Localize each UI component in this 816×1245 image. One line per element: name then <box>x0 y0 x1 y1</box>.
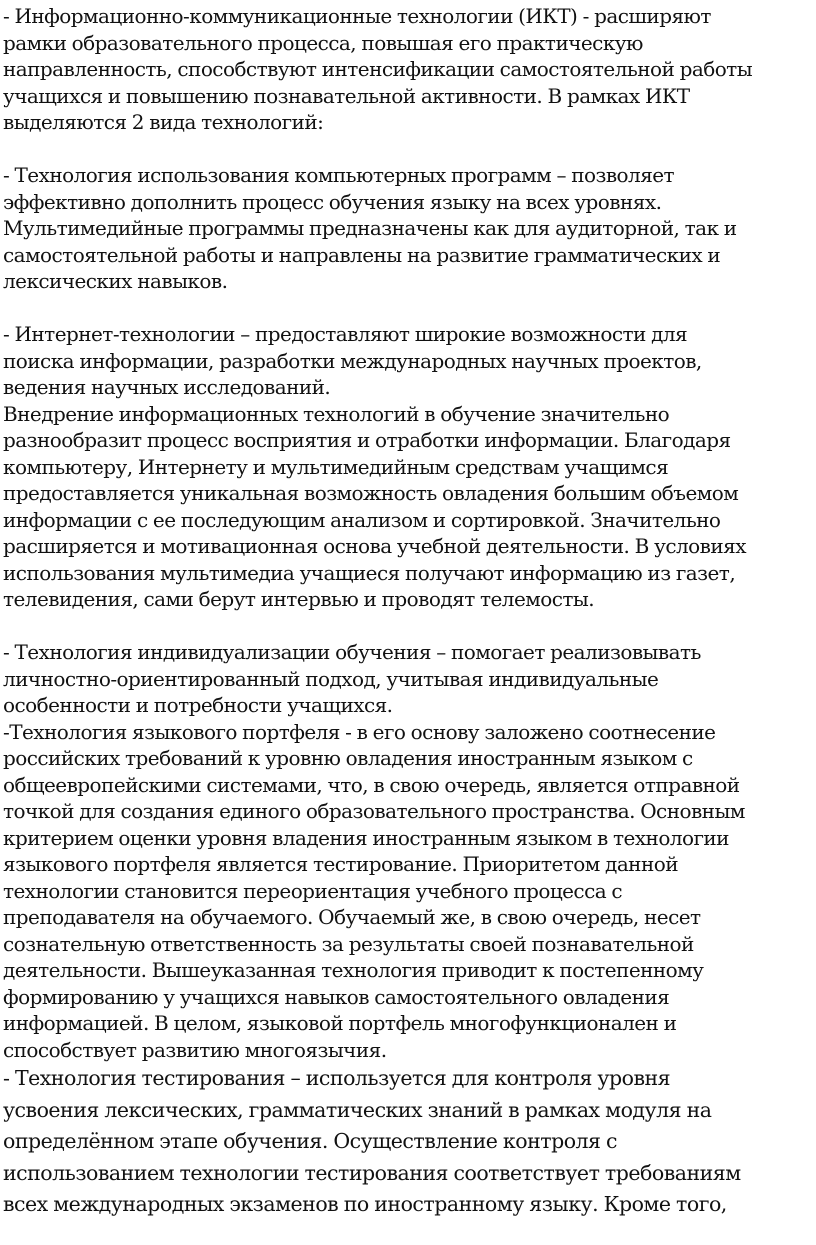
text-line: лексических навыков. <box>3 269 228 293</box>
text-line: преподавателя на обучаемого. Обучаемый же, в свою очередь, несет <box>3 905 701 929</box>
text-line: информацией. В целом, языковой портфель многофункционален и <box>3 1011 677 1035</box>
text-line: формированию у учащихся навыков самостоятельного овладения <box>3 984 670 1009</box>
paragraph-spacer <box>3 136 815 163</box>
text-line: сознательную ответственность за результаты своей познавательной <box>3 931 694 956</box>
text-line: российских требований к уровню овладения иностранным языком с <box>3 746 693 770</box>
text-line: предоставляется уникальная возможность овладения большим объемом <box>3 481 739 505</box>
text-line: способствует развитию многоязычия. <box>3 1037 387 1062</box>
paragraph-individualization-portfolio <box>3 639 815 1063</box>
text-line: эффективно дополнить процесс обучения языку на всех уровнях. <box>3 189 662 214</box>
text-line: личностно-ориентированный подход, учитывая индивидуальные <box>3 666 659 691</box>
paragraph-internet-technologies <box>3 321 815 613</box>
paragraph-testing-technology <box>3 1063 815 1221</box>
text-line: компьютеру, Интернету и мультимедийным средствам учащимся <box>3 454 669 479</box>
text-line: ведения научных исследований. <box>3 375 331 399</box>
text-line: Внедрение информационных технологий в обучение значительно <box>3 401 670 426</box>
document-page <box>3 3 815 1221</box>
text-line: учащихся и повышению познавательной активности. В рамках ИКТ <box>3 83 690 108</box>
text-line: общеевропейскими системами, что, в свою очередь, является отправной <box>3 772 740 797</box>
text-line: информации с ее последующим анализом и сортировкой. Значительно <box>3 507 721 532</box>
text-line: - Технология использования компьютерных программ – позволяет <box>3 163 675 187</box>
text-line: - Технология индивидуализации обучения – помогает реализовывать <box>3 640 701 664</box>
text-line: - Технология тестирования – используется для контроля уровня <box>3 1066 671 1090</box>
text-line: усвоения лексических, грамматических знаний в рамках модуля на <box>3 1097 712 1122</box>
text-line: телевидения, сами берут интервью и проводят телемосты. <box>3 587 595 611</box>
text-line: Мультимедийные программы предназначены как для аудиторной, так и <box>3 216 737 240</box>
text-line: точкой для создания единого образовательного пространства. Основным <box>3 799 745 823</box>
text-line: всех международных экзаменов по иностранному языку. Кроме того, <box>3 1192 727 1216</box>
text-line: разнообразит процесс восприятия и отработки информации. Благодаря <box>3 428 731 452</box>
text-line: технологии становится переориентация учебного процесса с <box>3 878 623 903</box>
paragraph-ict-intro <box>3 3 815 136</box>
text-line: самостоятельной работы и направлены на развитие грамматических и <box>3 242 721 267</box>
text-line: выделяются 2 вида технологий: <box>3 110 324 134</box>
text-line: - Интернет-технологии – предоставляют широкие возможности для <box>3 322 688 346</box>
paragraph-computer-programs <box>3 162 815 295</box>
text-line: использованием технологии тестирования соответствует требованиям <box>3 1160 741 1185</box>
text-line: языкового портфеля является тестирование. Приоритетом данной <box>3 852 679 876</box>
paragraph-spacer <box>3 613 815 640</box>
text-line: рамки образовательного процесса, повышая его практическую <box>3 30 643 55</box>
text-line: расширяется и мотивационная основа учебной деятельности. В условиях <box>3 534 746 558</box>
text-line: определённом этапе обучения. Осуществление контроля с <box>3 1129 617 1153</box>
text-line: деятельности. Вышеуказанная технология приводит к постепенному <box>3 958 704 982</box>
text-line: направленность, способствуют интенсификации самостоятельной работы <box>3 57 753 81</box>
text-line: использования мультимедиа учащиеся получают информацию из газет, <box>3 560 736 585</box>
text-line: -Технология языкового портфеля - в его основу заложено соотнесение <box>3 719 716 744</box>
text-line: критерием оценки уровня владения иностранным языком в технологии <box>3 825 729 850</box>
paragraph-spacer <box>3 295 815 322</box>
text-line: - Информационно-коммуникационные технологии (ИКТ) - расширяют <box>3 4 711 28</box>
text-line: особенности и потребности учащихся. <box>3 693 393 717</box>
text-line: поиска информации, разработки международных научных проектов, <box>3 348 702 373</box>
